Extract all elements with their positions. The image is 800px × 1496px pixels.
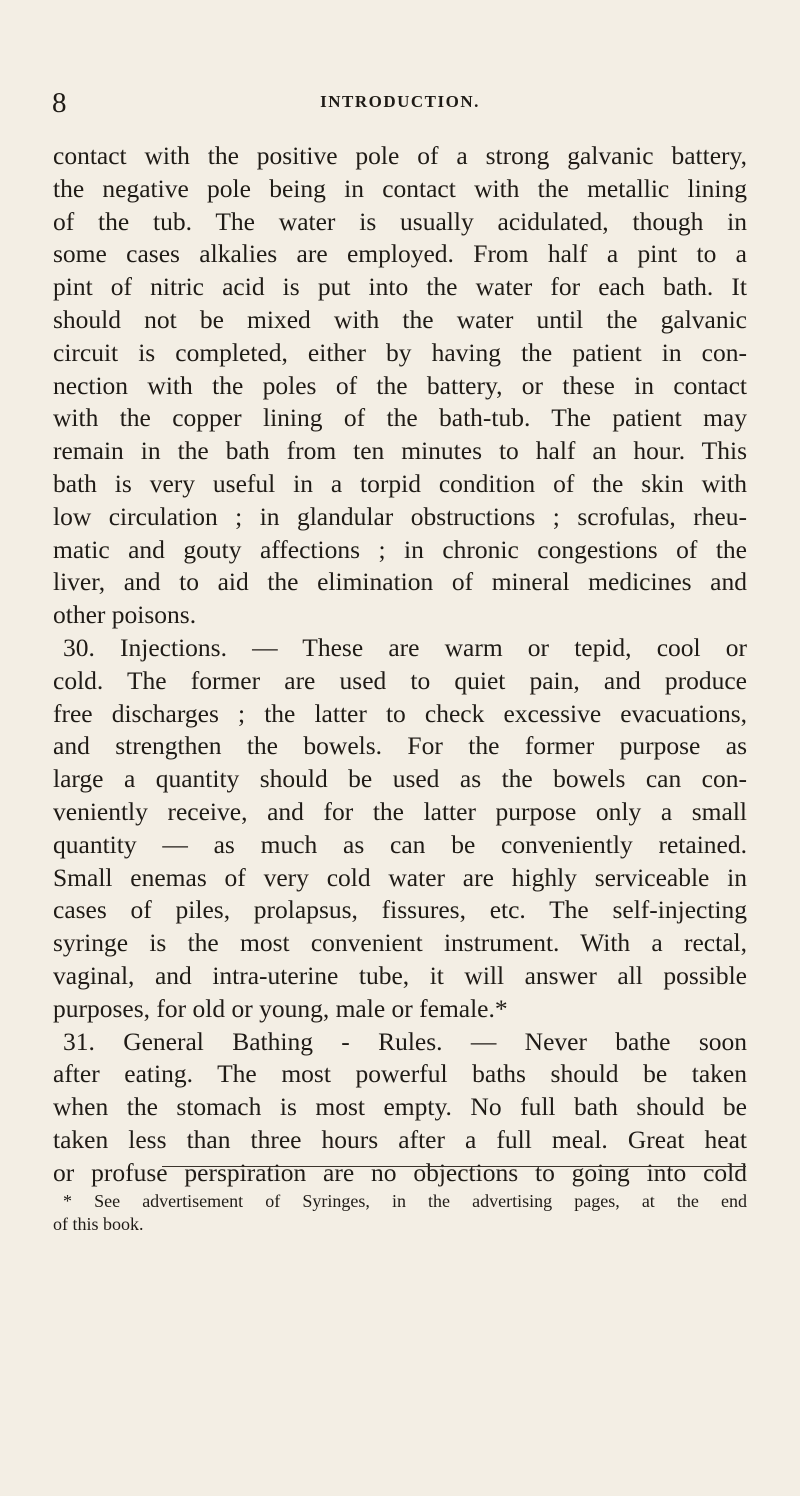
text-line: contact with the positive pole of a strong galvanic battery, [53, 141, 747, 170]
text-line: pint of nitric acid is put into the water for each bath. It [53, 272, 747, 302]
text-line: low circulation ; in glandular obstructions ; scrofulas, rheu- [53, 501, 747, 531]
text-line: Small enemas of very cold water are highly serviceable in [53, 862, 747, 892]
text-line: cases of piles, prolapsus, fissures, etc. The self-injecting [53, 895, 747, 925]
text-line: of the tub. The water is usually acidulated, though in [53, 206, 747, 236]
text-line: the negative pole being in contact with the metallic lining [53, 173, 747, 203]
text-line: cold. The former are used to quiet pain, and produce [53, 665, 747, 695]
running-head: INTRODUCTION. [320, 92, 480, 111]
footnote-line: of this book. [53, 1214, 144, 1234]
footnote-rule [162, 1166, 746, 1167]
text-line: or profuse perspiration are no objections to going into cold [53, 1157, 747, 1187]
text-line: some cases alkalies are employed. From half a pint to a [53, 239, 747, 269]
text-line: when the stomach is most empty. No full bath should be [53, 1092, 747, 1122]
text-line: circuit is completed, either by having the patient in con- [53, 337, 747, 367]
text-line: should not be mixed with the water until the galvanic [53, 304, 747, 334]
text-line: large a quantity should be used as the bowels can con- [53, 764, 747, 794]
body-text [53, 140, 747, 1190]
text-line: matic and gouty affections ; in chronic congestions of the [53, 534, 747, 564]
section-heading-line: 30. Injections. — These are warm or tepid, cool or [63, 632, 747, 662]
text-line: taken less than three hours after a full meal. Great heat [53, 1124, 747, 1154]
text-line: purposes, for old or young, male or female.* [53, 993, 508, 1023]
page-header [0, 88, 800, 118]
text-line: after eating. The most powerful baths should be taken [53, 1059, 747, 1089]
section-heading-line: 31. General Bathing - Rules. — Never bathe soon [63, 1026, 747, 1056]
footnote [53, 1190, 747, 1236]
text-line: with the copper lining of the bath-tub. The patient may [53, 403, 747, 433]
page-number: 8 [52, 87, 67, 119]
footnote-line: * See advertisement of Syringes, in the advertising pages, at the end [63, 1191, 747, 1211]
text-line: bath is very useful in a torpid condition of the skin with [53, 468, 747, 498]
text-line: veniently receive, and for the latter purpose only a small [53, 796, 747, 826]
text-line: and strengthen the bowels. For the former purpose as [53, 731, 747, 761]
text-line: liver, and to aid the elimination of mineral medicines and [53, 567, 747, 597]
text-line: free discharges ; the latter to check excessive evacuations, [53, 698, 747, 728]
text-line: other poisons. [53, 600, 197, 630]
text-line: remain in the bath from ten minutes to half an hour. This [53, 436, 747, 466]
text-line: vaginal, and intra-uterine tube, it will answer all possible [53, 960, 747, 990]
text-line: nection with the poles of the battery, or these in contact [53, 370, 747, 400]
text-line: syringe is the most convenient instrument. With a rectal, [53, 928, 747, 958]
text-line: quantity — as much as can be conveniently retained. [53, 829, 747, 859]
